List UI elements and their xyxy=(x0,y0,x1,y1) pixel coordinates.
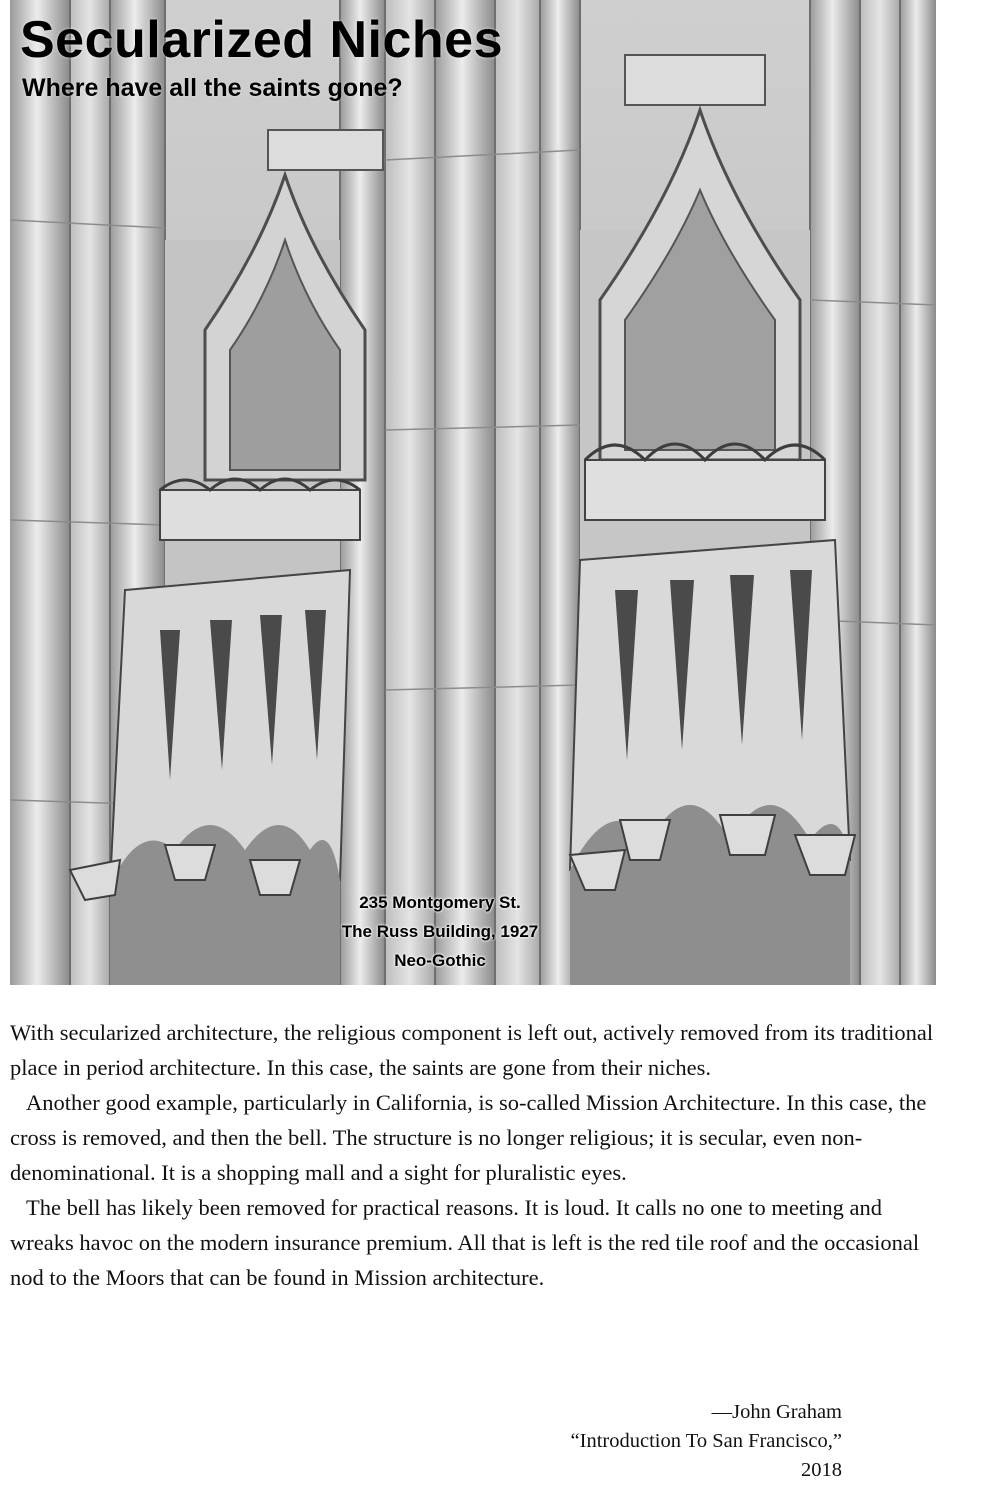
attribution xyxy=(571,1398,842,1485)
article-paragraph: Another good example, particularly in California, is so-called Mission Architecture. In this case, the cross is removed, and then the bell. The structure is no longer religious; it is secular, even non-denominational. It is a shopping mall and a sight for pluralistic eyes. xyxy=(10,1090,927,1185)
photo-caption xyxy=(280,888,600,975)
attribution-year: 2018 xyxy=(801,1459,842,1481)
attribution-author: —John Graham xyxy=(711,1401,842,1423)
article-body xyxy=(10,1015,940,1295)
article-paragraph: With secularized architecture, the religious component is left out, actively removed from its traditional place in period architecture. In this case, the saints are gone from their niches. xyxy=(10,1020,934,1080)
article-paragraph: The bell has likely been removed for practical reasons. It is loud. It calls no one to meeting and wreaks havoc on the modern insurance premium. All that is left is the red tile roof and the occasional nod to the Moors that can be found in Mission architecture. xyxy=(10,1195,920,1290)
gothic-facade-illustration xyxy=(10,0,936,985)
caption-style: Neo-Gothic xyxy=(394,951,486,970)
niches-photograph xyxy=(10,0,936,985)
caption-address: 235 Montgomery St. xyxy=(359,893,521,912)
caption-building: The Russ Building, 1927 xyxy=(341,922,539,941)
attribution-work: “Introduction To San Francisco,” xyxy=(570,1430,842,1452)
page-subtitle: Where have all the saints gone? xyxy=(22,74,403,102)
page-title: Secularized Niches xyxy=(20,11,503,69)
